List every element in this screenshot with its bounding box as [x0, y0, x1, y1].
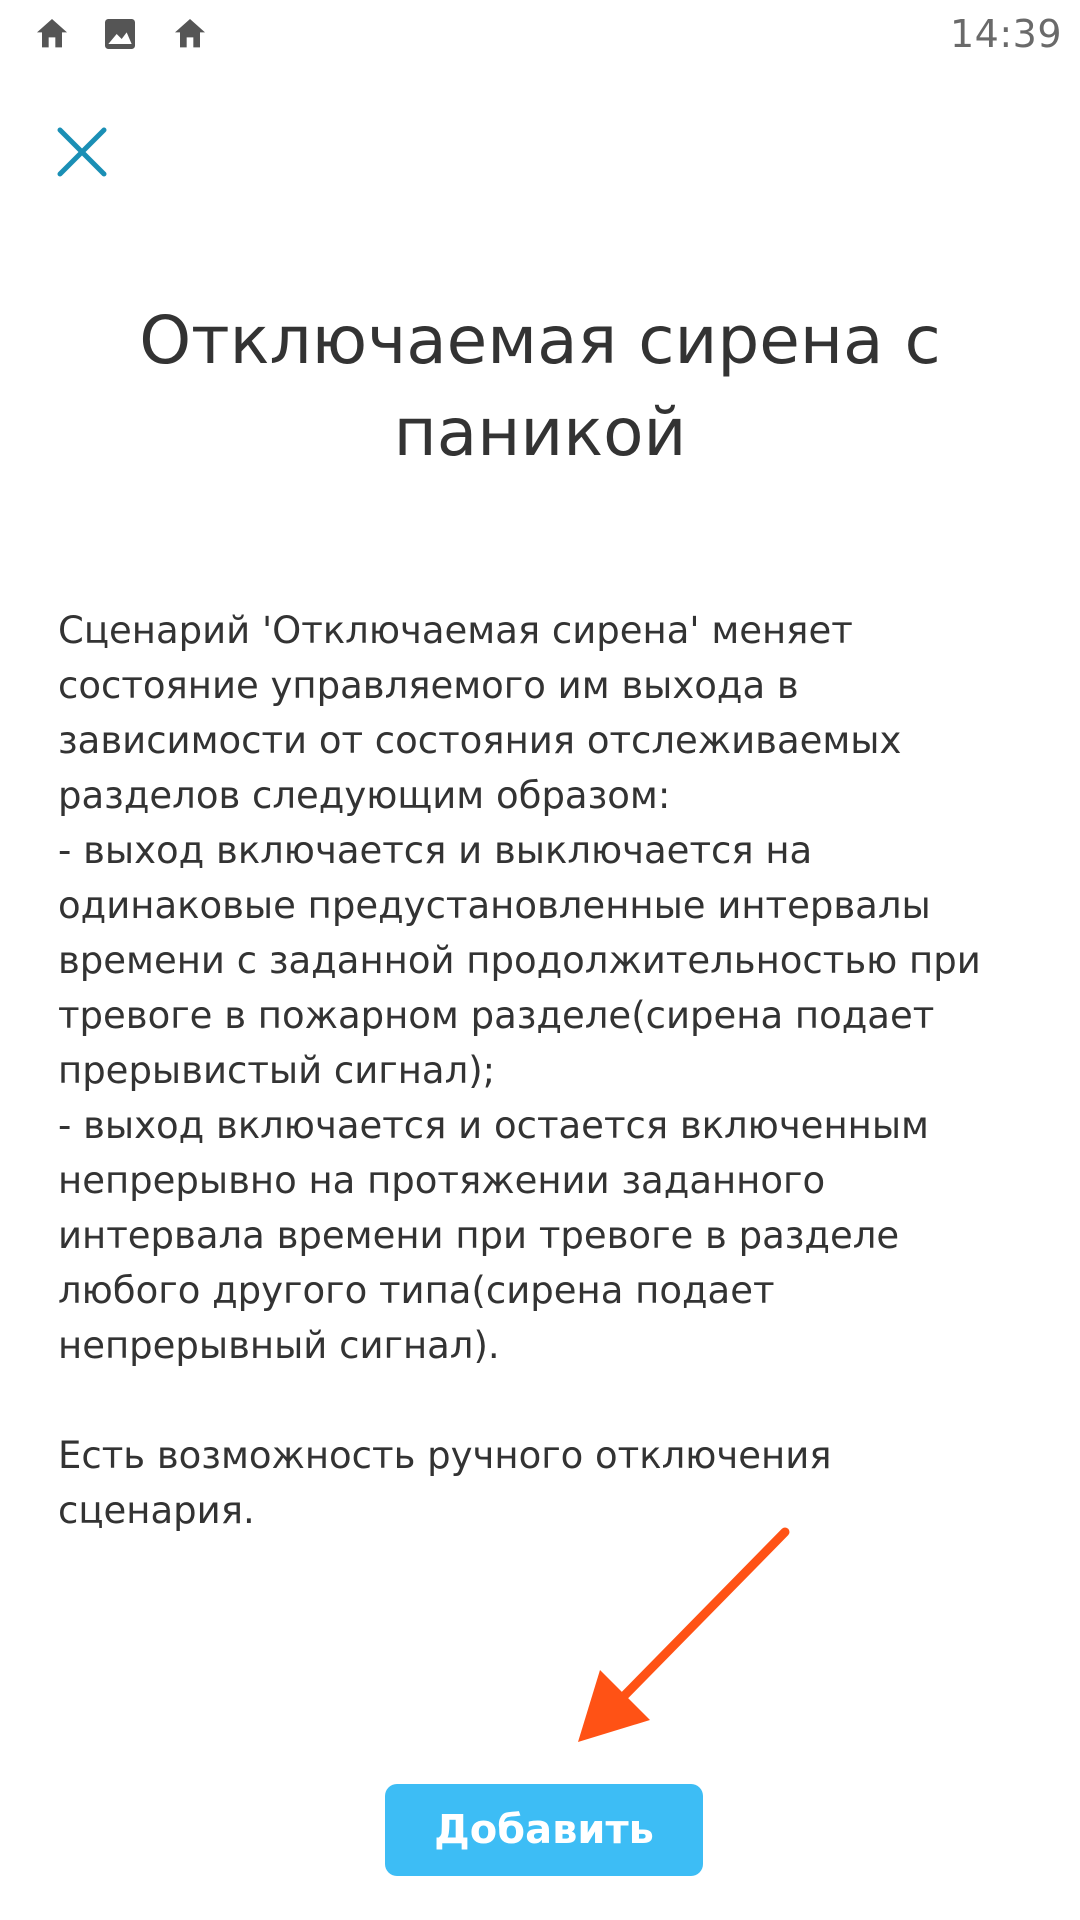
- status-bar: [0, 0, 1080, 72]
- close-button[interactable]: [52, 122, 112, 182]
- home-icon: [32, 14, 72, 54]
- home-icon: [170, 14, 210, 54]
- image-icon: [100, 14, 140, 54]
- close-icon: [52, 122, 112, 182]
- add-button[interactable]: Добавить: [385, 1784, 703, 1876]
- page-title: Отключаемая сирена с паникой: [139, 302, 941, 471]
- clock: 14:39: [949, 12, 1062, 56]
- scenario-description: Сценарий 'Отключаемая сирена' меняет состояние управляемого им выхода в зависимости от состояния отслеживаемых разделов следующим образом: - выход включается и выключается на одинаковые предустановленные интервалы времени с заданной продолжительностью при тревоге в пожарном разделе(сирена подает прерывистый сигнал); - выход включается и остается включенным непрерывно на протяжении заданного интервала времени при тревоге в разделе любого другого типа(сирена подает непрерывный сигнал). Есть возможность ручного отключения сценария.: [58, 609, 981, 1532]
- arrow-annotation-icon: [570, 1520, 800, 1750]
